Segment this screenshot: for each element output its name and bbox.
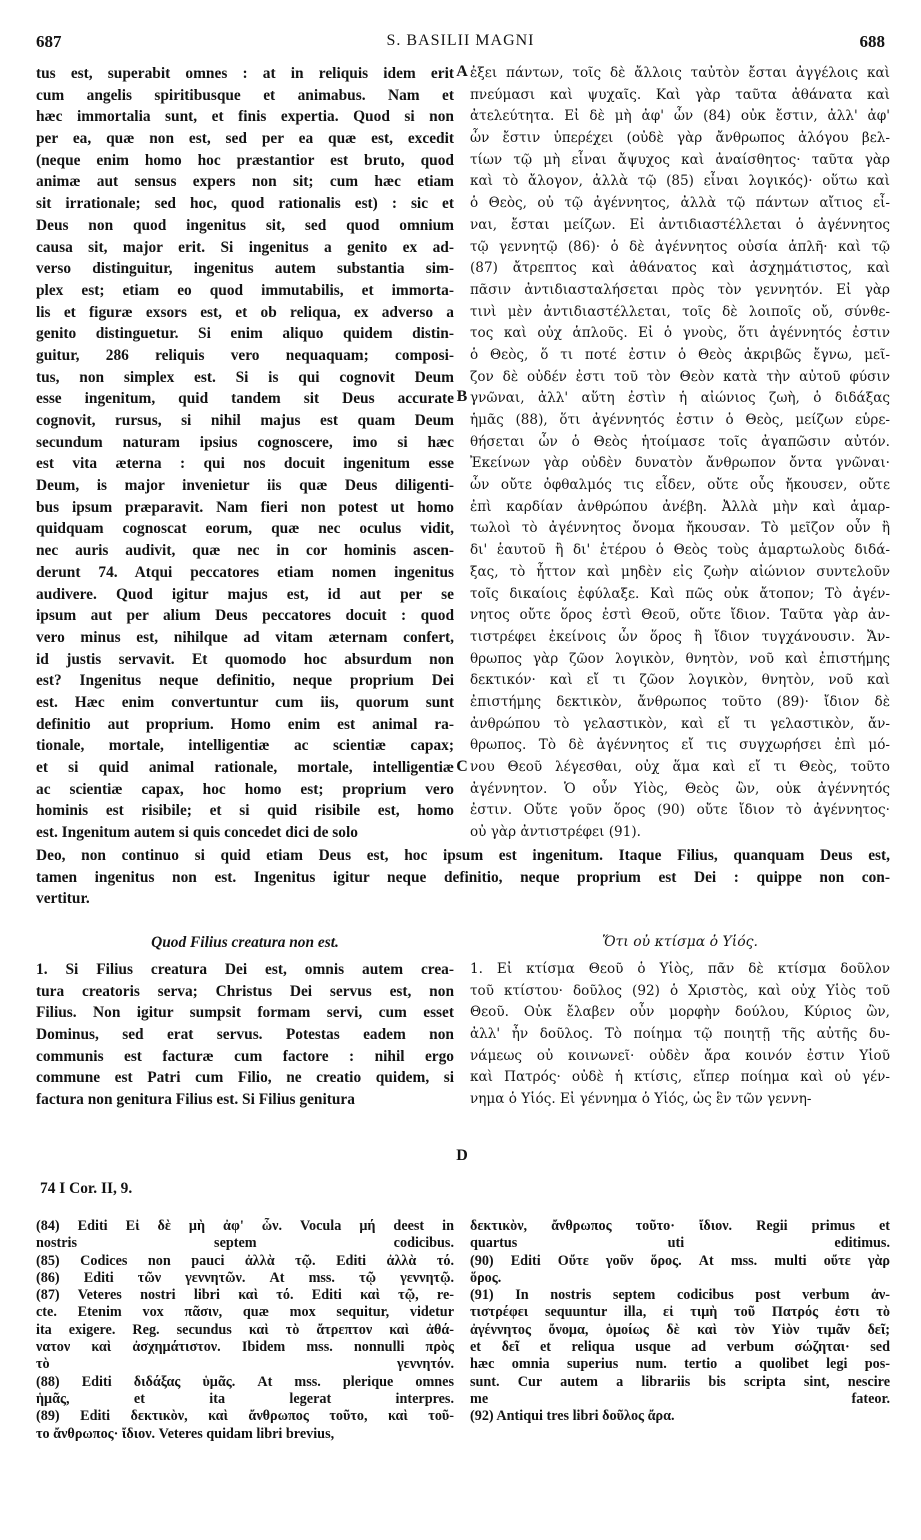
text-line: hæc omnia superius num. tertio a quolibet legi pos- — [470, 1356, 890, 1373]
text-line: το ἄνθρωπος· ἴδιον. Veteres quidam libri brevius, — [36, 1425, 335, 1442]
text-line: πνεύμασι καὶ ψυχαῖς. Καὶ γὰρ ταῦτα ἀθάνατα καὶ — [470, 86, 890, 103]
text-line: factura non genitura Filius est. Si Filius genitura — [36, 1091, 355, 1109]
text-line: sunt. Cur autem a librariis bis scripta sint, nescire — [470, 1373, 890, 1390]
text-line: τος καὶ οὐχ ἁπλοῦς. Εἰ ὁ γνοὺς, ὅτι ἀγέννητός ἐστιν — [470, 325, 890, 342]
text-line: esse ingenitum, quid tandem sit Deus accurate — [36, 390, 454, 408]
text-line: νατον καὶ ἀσχημάτιστον. Ibidem mss. nonnulli πρὸς — [36, 1339, 454, 1356]
text-line: Deus non quod ingenitus sit, sed quod omnium — [36, 216, 454, 234]
text-line: δι' ἑαυτοῦ ἢ δι' ἑτέρου ὁ Θεὸς τοὺς ἁμαρτωλοὺς διδά- — [470, 542, 890, 559]
text-line: definitio aut proprium. Homo enim est animal ra- — [36, 715, 454, 733]
text-line: τοῖς δικαίοις ἐφύλαξε. Καὶ πῶς οὐκ ἄτοπον; Τὸ ἀγέν- — [470, 585, 890, 602]
text-line: cum angelis spiritibusque et animabus. Nam et — [36, 86, 454, 104]
text-line: τιστρέφει ἐκείνοις ὧν ὅρος ἢ ἴδιον τυγχάνουσιν. Ἄν- — [470, 628, 890, 645]
text-line: Deo, non continuo si quid etiam Deus est, hoc ipsum est ingenitum. Itaque Filius, quanquam Deus est, — [36, 847, 890, 864]
text-line: (91) In nostris septem codicibus post verbum ἀν- — [470, 1287, 890, 1304]
text-line: guitur, 286 reliquis vero nequaquam; composi- — [36, 346, 454, 364]
text-line: tionale, mortale, intelligentiæ ac scientiæ capax; — [36, 737, 454, 755]
text-line: δεκτικόν· καὶ εἴ τι ζῶον λογικὸν, θνητὸν, νοῦ καὶ — [470, 672, 890, 689]
text-line: ac scientiæ capax, hoc homo est; proprium vero — [36, 780, 454, 798]
footnotes-right — [470, 1218, 890, 1426]
text-line: communis est facturæ cum factore : nihil ergo — [36, 1047, 454, 1065]
text-line: ἡμᾶς, et ita legerat interpres. — [36, 1390, 454, 1407]
text-line: Filius. Non igitur sumpsit formam servi, cum esset — [36, 1004, 454, 1022]
text-line: νητος οὔτε ὅρος ἐστὶ Θεοῦ, οὔτε ἴδιον. Ταῦτα γὰρ ἀν- — [470, 607, 890, 624]
text-line: νου Θεοῦ λέγεσθαι, οὐχ ἅμα καὶ εἴ τι Θεὸς, τοῦτο — [470, 759, 890, 775]
text-line: (88) Editi διδάξας ὑμᾶς. At mss. plerique omnes — [36, 1373, 454, 1390]
text-line: tus est, superabit omnes : at in reliquis idem erit — [36, 65, 454, 82]
text-line: (86) Editi τῶν γεννητῶν. At mss. τῷ γεννητῷ. — [36, 1269, 454, 1286]
text-line: tura creatoris serva; Christus Dei servus est, non — [36, 982, 454, 1000]
text-line: cognovit, rursus, si nihil majus est quam Deum — [36, 412, 454, 429]
page-number-left: 687 — [36, 32, 62, 51]
text-line: secundum naturam ipsius cognoscere, imo si hæc — [36, 433, 454, 451]
latin-column-upper — [36, 63, 454, 844]
text-line: νημα ὁ Υἱός. Εἰ γέννημα ὁ Υἱός, ὡς ἓν τῶν γεννη- — [470, 1091, 812, 1108]
text-line: 1. Si Filius creatura Dei est, omnis autem crea- — [36, 961, 454, 978]
text-line: (87) ἄτρεπτος καὶ ἀθάνατος καὶ ἀσχημάτιστος, καὶ — [470, 260, 890, 277]
text-line: commune est Patri cum Filio, ne creatio quidem, si — [36, 1069, 454, 1087]
text-line: Deum, is major invenietur iis quæ Deus diligenti- — [36, 477, 454, 495]
text-line: ἀνθρώπου τὸ γελαστικὸν, καὶ εἴ τι γελαστικὸν, ἄν- — [470, 715, 890, 732]
text-line: καὶ τὸ ἄλογον, ἀλλὰ τῷ (85) εἶναι λογικός)· οὕτω καὶ — [470, 173, 890, 190]
text-line: καὶ Πατρός· οὐδὲ ἡ κτίσις, εἴπερ ποίημα καὶ οὐ γέν- — [470, 1069, 890, 1086]
text-line: ἡμᾶς (88), ὅτι ἀγέννητός ἐστιν ὁ Θεὸς, μείζων εὑρε- — [470, 412, 890, 428]
text-line: Ἐκείνων γὰρ οὐδὲν δυνατὸν ἄνθρωπον ὄντα γνῶναι· — [470, 455, 890, 472]
text-line: plex est; etiam eo quod immutabilis, et immorta- — [36, 281, 454, 299]
text-line: τὸ γεννητόν. — [36, 1356, 454, 1373]
text-line: genito distinguetur. Si enim aliquo quidem distin- — [36, 325, 454, 343]
text-line: bus ipsum præparavit. Nam fieri non potest ut homo — [36, 498, 454, 516]
text-line: est. Ingenitum autem si quis concedet dici de solo — [36, 824, 358, 842]
text-line: nostris septem codicibus. — [36, 1235, 454, 1252]
text-line: ἐπιστήμης δεκτικὸν, ἄνθρωπος τοῦτο (89)· ἴδιον δὲ — [470, 693, 890, 710]
text-line: derunt 74. Atqui peccatores etiam nomen ingenitus — [36, 563, 454, 581]
text-line: νάμεως οὐ κοινωνεῖ· οὐδὲν ἄρα κοινόν ἐστιν Υἱοῦ — [470, 1047, 890, 1064]
latin-column-lower — [36, 959, 454, 1111]
text-line: ἐξει πάντων, τοῖς δὲ ἄλλοις ταὐτὸν ἔσται ἀγγέλοις καὶ — [470, 65, 890, 81]
text-line: γνῶναι, ἀλλ' αὕτη ἐστὶν ἡ αἰώνιος ζωὴ, ὁ διδάξας — [470, 390, 890, 407]
footnotes-left — [36, 1218, 454, 1443]
page-header — [36, 32, 885, 56]
text-line: Θεοῦ. Οὐκ ἔλαβεν οὖν μορφὴν δούλου, Κύριος ὢν, — [470, 1004, 890, 1021]
margin-letter-c: C — [456, 758, 468, 775]
text-line: (87) Veteres nostri libri καὶ τό. Editi καὶ τῷ, re- — [36, 1287, 454, 1304]
scripture-reference: 74 I Cor. II, 9. — [40, 1180, 133, 1197]
text-line: hæc immortalia sunt, et finis expertia. Quod si non — [36, 108, 454, 126]
text-line: nec auris audivit, quæ nec in cor hominis ascen- — [36, 542, 454, 560]
text-line: (84) Editi Εἰ δὲ μὴ ἀφ' ὧν. Vocula μή deest in — [36, 1218, 454, 1234]
greek-column-lower — [470, 959, 890, 1111]
text-line: causa sit, major erit. Si ingenitus a genito ex ad- — [36, 238, 454, 256]
text-line: me fateor. — [470, 1390, 890, 1407]
text-line: τινὶ μὲν ἀντιδιαστέλλεται, τοῖς δὲ λοιποῖς οὔ, σύνθε- — [470, 303, 890, 320]
text-line: ὧν ἔστιν ὑπερέχει (οὐδὲ γὰρ ἄνθρωπος ἀλόγου βελ- — [470, 130, 890, 147]
text-line: est? Ingenitus neque definitio, neque proprium Dei — [36, 672, 454, 690]
text-line: est vita æterna : qui nos docuit ingenitum esse — [36, 455, 454, 473]
text-line: (neque enim homo hoc præstantior est bruto, quod — [36, 151, 454, 169]
text-line: 1. Εἰ κτίσμα Θεοῦ ὁ Υἱὸς, πᾶν δὲ κτίσμα δοῦλον — [470, 961, 890, 977]
section-heading-latin: Quod Filius creatura non est. — [151, 934, 339, 951]
text-line: et si quid animal rationale, mortale, intelligentiæ — [36, 759, 454, 776]
margin-letter-a: A — [456, 63, 468, 80]
text-line: θρωπος. Τὸ δὲ ἀγέννητος εἴ τις συγχωρήσει ἐπὶ μό- — [470, 737, 890, 754]
text-line: Dominus, sed erat servus. Potestas eadem non — [36, 1026, 454, 1044]
text-line: lis et figuræ exsors est, et ob reliqua, ex adverso a — [36, 303, 454, 321]
page-number-right: 688 — [859, 32, 885, 51]
text-line: (89) Editi δεκτικὸν, καὶ ἄνθρωπος τοῦτο, καὶ τοῦ- — [36, 1408, 454, 1425]
text-line: ναι, ἔσται μείζων. Εἰ ἀντιδιαστέλλεται ὁ ἀγέννητος — [470, 216, 890, 233]
text-line: ὧν οὔτε ὀφθαλμός τις εἶδεν, οὔτε οὖς ἤκουσεν, οὔτε — [470, 477, 890, 494]
greek-column-upper — [470, 63, 890, 844]
text-line: (92) Antiqui tres libri δοῦλος ἄρα. — [470, 1408, 675, 1425]
section-heading-greek: Ὅτι οὐ κτίσμα ὁ Υἱός. — [602, 934, 758, 950]
text-line: vertitur. — [36, 890, 90, 908]
text-line: τοῦ κτίστου· δοῦλος (92) ὁ Χριστὸς, καὶ οὐχ Υἱὸς τοῦ — [470, 982, 890, 999]
text-line: (85) Codices non pauci ἀλλὰ τῷ. Editi ἀλλὰ τό. — [36, 1252, 454, 1269]
text-line: τωλοὶ τὸ ἀγέννητος ὄνομα ἤκουσαν. Τὸ μεῖζον οὖν ἢ — [470, 520, 890, 537]
text-line: ζον δὲ οὐδέν ἐστι τοῦ τὸν Θεὸν κατὰ τὴν αὐτοῦ φύσιν — [470, 368, 890, 385]
text-line: ita exigere. Reg. secundus καὶ τὸ ἄτρεπτον καὶ ἀθά- — [36, 1321, 454, 1338]
full-width-paragraph — [36, 845, 890, 910]
text-line: τίων τῷ μὴ εἶναι ἄψυχος καὶ ἀναίσθητος· ταῦτα γὰρ — [470, 151, 890, 168]
text-line: per ea, quæ non est, sed per ea quæ est, excedit — [36, 130, 454, 148]
text-line: est. Hæc enim convertuntur cum iis, quorum sunt — [36, 693, 454, 711]
text-line: ὅρος. — [470, 1269, 502, 1286]
text-line: ὁ Θεὸς, ὅ τι ποτέ ἐστιν ὁ Θεὸς ἀκριβῶς ἔγνω, μεῖ- — [470, 346, 890, 363]
text-line: tamen ingenitus non est. Ingenitus igitur neque definitio, neque proprium est Dei : quippe non con- — [36, 868, 890, 886]
text-line: ἀγέννητον. Ὁ οὖν Υἱὸς, Θεὸς ὢν, οὐκ ἀγέννητός — [470, 780, 890, 797]
text-line: quidquam cognoscat eorum, quæ nec oculus vidit, — [36, 520, 454, 538]
text-line: (90) Editi Οὔτε γοῦν ὅρος. At mss. multi οὔτε γὰρ — [470, 1252, 890, 1269]
text-line: quartus uti editimus. — [470, 1235, 890, 1252]
text-line: audivere. Quod igitur majus est, id aut per se — [36, 585, 454, 603]
text-line: id justis servavit. Et quomodo hoc absurdum non — [36, 650, 454, 668]
text-line: τῷ γεννητῷ (86)· ὁ δὲ ἀγέννητος οὐσία ἁπλῆ· καὶ τῷ — [470, 238, 890, 255]
text-line: δεκτικὸν, ἄνθρωπος τοῦτο· ἴδιον. Regii primus et — [470, 1218, 890, 1234]
text-line: animæ aut sensus expers non sit; cum hæc etiam — [36, 173, 454, 191]
text-line: ξας, τὸ ἧττον καὶ μηδὲν εἰς ζωὴν αἰώνιον συντελοῦν — [470, 563, 890, 580]
text-line: sit irrationale; sed hoc, quod rationalis est) : sic et — [36, 195, 454, 213]
text-line: οὐ γὰρ ἀντιστρέφει (91). — [470, 824, 641, 841]
text-line: vero minus est, nihilque ad vitam æternam confert, — [36, 628, 454, 646]
margin-letter-b: B — [456, 388, 468, 405]
text-line: ὁ Θεὸς, οὐ τῷ ἀγέννητος, ἀλλὰ τῷ πάντων αἴτιος εἶ- — [470, 195, 890, 212]
text-line: πᾶσιν ἀντιδιασταλήσεται πρὸς τὸν γεννητόν. Εἰ γὰρ — [470, 281, 890, 298]
running-title: S. BASILII MAGNI — [386, 32, 535, 49]
text-line: ipsum aut per alium Deus peccatores docuit : quod — [36, 607, 454, 625]
text-line: verso distinguitur, ingenitus autem substantia sim- — [36, 260, 454, 278]
text-line: et δεῖ et reliqua usque ad verbum σώζηται· sed — [470, 1339, 890, 1356]
text-line: ἀλλ' ἦν δοῦλος. Τὸ ποίημα τῷ ποιητῇ τῆς αὐτῆς δυ- — [470, 1026, 890, 1043]
text-line: ἐπὶ καρδίαν ἀνθρώπου ἀνέβη. Ἀλλὰ μὴν καὶ ἁμαρ- — [470, 498, 890, 515]
margin-letter-d: D — [456, 1147, 468, 1164]
text-line: θήσεται ὧν ὁ Θεὸς ἡτοίμασε τοῖς ἀγαπῶσιν αὐτόν. — [470, 433, 890, 450]
text-line: ἐστιν. Οὔτε γοῦν ὅρος (90) οὔτε ἴδιον τὸ ἀγέννητος· — [470, 802, 890, 819]
text-line: θρωπος γὰρ ζῶον λογικὸν, θνητὸν, νοῦ καὶ ἐπιστήμης — [470, 650, 890, 667]
text-line: ἀτελεύτητα. Εἰ δὲ μὴ ἀφ' ὧν (84) οὐκ ἔστιν, ἀλλ' ἀφ' — [470, 108, 890, 125]
text-line: τιστρέφει sequuntur illa, εἰ τιμὴ τοῦ Πατρός ἐστι τὸ — [470, 1304, 890, 1321]
text-line: cte. Etenim vox πᾶσιν, quæ mox sequitur, videtur — [36, 1304, 454, 1321]
text-line: tus, non simplex est. Si is qui cognovit Deum — [36, 368, 454, 386]
text-line: hominis est risibile; et si quid risibile est, homo — [36, 802, 454, 820]
text-line: ἀγέννητος ὄνομα, ὁμοίως δὲ καὶ τὸν Υἱὸν τιμᾶν δεῖ; — [470, 1321, 890, 1338]
